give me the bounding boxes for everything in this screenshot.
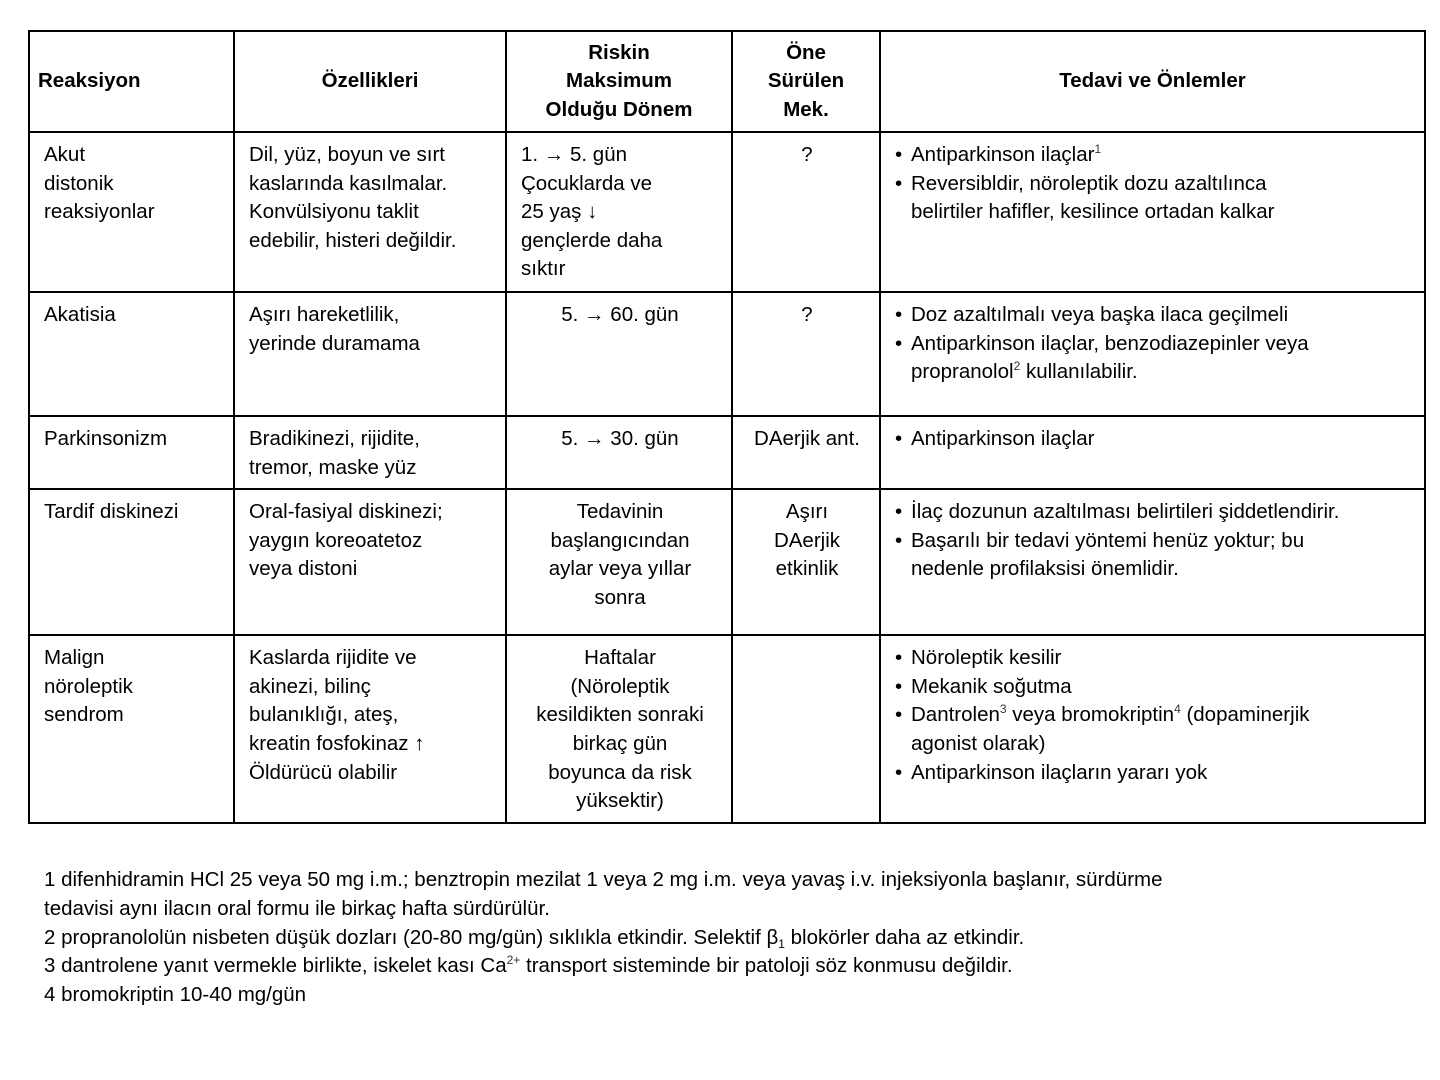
period-line: Haftalar xyxy=(584,646,656,670)
list-item xyxy=(895,141,1412,170)
treatment-text: kullanılabilir. xyxy=(1020,360,1138,384)
mechanism-line: Aşırı xyxy=(785,500,829,524)
table-row xyxy=(29,416,1425,489)
footnote-text: 2 propranololün nisbeten düşük dozları (20-80 mg/gün) sıklıkla etkindir. Selektif xyxy=(44,925,767,949)
list-item: • Antiparkinson ilaçlar xyxy=(895,425,1412,454)
period-line: başlangıcından xyxy=(550,528,690,552)
reaction-line: Parkinsonizm xyxy=(44,427,168,450)
adverse-reactions-table xyxy=(28,30,1426,824)
footnote-ref: 1 xyxy=(1094,142,1102,156)
cell-mechanism xyxy=(732,635,880,823)
footnote-text: transport sisteminde bir patoloji söz konmusu değildir. xyxy=(520,954,1013,978)
cell-period xyxy=(506,635,732,823)
treatment-text: Antiparkinson ilaçlar xyxy=(911,143,1095,166)
period-line: Tedavinin xyxy=(576,500,664,524)
treatment-list xyxy=(895,644,1412,787)
reaction-line: Akut xyxy=(44,143,86,166)
features-line: yerinde duramama xyxy=(249,331,420,355)
table-row xyxy=(29,635,1425,823)
header-max-risk-line: Riskin xyxy=(588,40,650,64)
table-row xyxy=(29,489,1425,635)
list-item xyxy=(895,170,1412,227)
period-line: sıktır xyxy=(521,257,566,281)
cell-features xyxy=(234,635,506,823)
features-line: kaslarında kasılmalar. xyxy=(249,171,448,195)
cell-period xyxy=(506,489,732,635)
cell-features xyxy=(234,132,506,292)
cell-treatment xyxy=(880,635,1425,823)
period-start: 5. xyxy=(561,303,579,326)
arrow-right-icon: → xyxy=(543,143,565,166)
features-line: yaygın koreoatetoz xyxy=(249,528,423,552)
reaction-line: reaksiyonlar xyxy=(44,200,155,224)
header-mechanism xyxy=(732,31,880,132)
footnote-3 xyxy=(44,952,1414,981)
arrow-up-icon: ↑ xyxy=(414,731,425,755)
features-line: Bradikinezi, rijidite, xyxy=(249,427,420,450)
footnote-text: blokörler daha az etkindir. xyxy=(784,925,1025,949)
reaction-line: Akatisia xyxy=(44,303,116,326)
cell-period xyxy=(506,292,732,416)
list-item: • İlaç dozunun azaltılması belirtileri şiddetlendirir. xyxy=(895,498,1420,527)
treatment-text: propranolol xyxy=(911,360,1014,384)
cell-mechanism xyxy=(732,489,880,635)
period-line: kesildikten sonraki xyxy=(536,703,704,727)
period-line: (Nöroleptik xyxy=(570,674,670,698)
footnote-4: 4 bromokriptin 10-40 mg/gün xyxy=(44,983,307,1007)
list-item xyxy=(895,330,1412,387)
list-item: • Doz azaltılmalı veya başka ilaca geçilmeli xyxy=(895,301,1412,330)
beta-symbol: β xyxy=(766,925,779,949)
features-text: kreatin fosfokinaz xyxy=(249,731,409,755)
features-line: tremor, maske yüz xyxy=(249,455,417,479)
arrow-right-icon: → xyxy=(584,303,605,326)
period-line: sonra xyxy=(594,585,646,609)
treatment-text xyxy=(911,701,1412,730)
features-line: Dil, yüz, boyun ve sırt xyxy=(249,143,445,166)
period-line: yüksektir) xyxy=(576,789,664,813)
treatment-text: veya bromokriptin xyxy=(1006,703,1175,727)
cell-mechanism: DAerjik ant. xyxy=(732,416,880,489)
list-item xyxy=(895,527,1420,584)
features-line: bulanıklığı, ateş, xyxy=(249,703,399,727)
cell-treatment xyxy=(880,292,1425,416)
footnote-ref: 3 xyxy=(999,702,1007,717)
treatment-text xyxy=(911,358,1412,387)
treatment-list xyxy=(895,425,1412,454)
list-item xyxy=(895,701,1412,758)
footnote-ref: 2 xyxy=(1013,359,1021,374)
footnote-ref: 4 xyxy=(1174,702,1181,717)
period-start: 1. xyxy=(521,143,539,166)
features-line: Aşırı hareketlilik, xyxy=(249,303,400,326)
footnote-text: 3 dantrolene yanıt vermekle birlikte, iskelet kası Ca xyxy=(44,954,507,978)
list-item: • Antiparkinson ilaçların yararı yok xyxy=(895,759,1412,788)
features-line: Oral-fasiyal diskinezi; xyxy=(249,500,443,524)
cell-reaction xyxy=(29,489,234,635)
cell-reaction xyxy=(29,635,234,823)
footnote-2 xyxy=(44,924,1414,953)
table-row xyxy=(29,132,1425,292)
features-line: veya distoni xyxy=(249,557,358,581)
period-line xyxy=(521,141,719,170)
mechanism-line: etkinlik xyxy=(775,557,839,581)
footnotes xyxy=(44,866,1414,1010)
features-line: Öldürücü olabilir xyxy=(249,760,398,784)
treatment-list xyxy=(895,301,1412,387)
treatment-list xyxy=(895,498,1420,584)
cell-mechanism: ? xyxy=(732,132,880,292)
footnote-1-line: tedavisi aynı ilacın oral formu ile birkaç hafta sürdürülür. xyxy=(44,896,550,920)
period-end: 5. gün xyxy=(570,143,628,166)
arrow-down-icon: ↓ xyxy=(587,200,598,224)
superscript: 2+ xyxy=(506,953,521,968)
cell-reaction xyxy=(29,292,234,416)
period-end: 30. gün xyxy=(610,427,679,450)
period-end: 60. gün xyxy=(610,303,679,326)
mechanism-line: DAerjik xyxy=(773,528,841,552)
period-line: aylar veya yıllar xyxy=(548,557,692,581)
header-reaction: Reaksiyon xyxy=(29,31,234,132)
features-line: edebilir, histeri değildir. xyxy=(249,228,457,252)
list-item: • Mekanik soğutma xyxy=(895,673,1412,702)
period-age: 25 yaş xyxy=(521,200,582,224)
period-start: 5. xyxy=(561,427,579,450)
period-line xyxy=(521,198,719,227)
treatment-text: nedenle profilaksisi önemlidir. xyxy=(911,557,1179,581)
period-line: Çocuklarda ve xyxy=(521,171,653,195)
period-line: birkaç gün xyxy=(572,731,668,755)
period-line: gençlerde daha xyxy=(521,228,663,252)
reaction-line: nöroleptik xyxy=(44,674,133,698)
header-mechanism-line: Mek. xyxy=(783,97,829,121)
table-row xyxy=(29,292,1425,416)
cell-features xyxy=(234,292,506,416)
cell-treatment xyxy=(880,416,1425,489)
reaction-line: distonik xyxy=(44,171,114,195)
subscript: 1 xyxy=(778,936,785,951)
list-item: • Nöroleptik kesilir xyxy=(895,644,1412,673)
reaction-line: Malign xyxy=(44,646,105,670)
reaction-line: Tardif diskinezi xyxy=(44,500,179,524)
reaction-line: sendrom xyxy=(44,703,124,727)
arrow-right-icon: → xyxy=(584,427,605,450)
treatment-text: • Reversibldir, nöroleptik dozu azaltılınca xyxy=(911,171,1267,195)
treatment-text: (dopaminerjik xyxy=(1180,703,1310,727)
treatment-text: • Başarılı bir tedavi yöntemi henüz yoktur; bu xyxy=(911,528,1305,552)
period-line: boyunca da risk xyxy=(548,760,692,784)
features-line: Kaslarda rijidite ve xyxy=(249,646,417,670)
header-max-risk-line: Maksimum xyxy=(566,69,672,93)
header-max-risk xyxy=(506,31,732,132)
header-max-risk-line: Olduğu Dönem xyxy=(545,97,693,121)
cell-period xyxy=(506,416,732,489)
table-header-row xyxy=(29,31,1425,132)
treatment-text: • Antiparkinson ilaçlar, benzodiazepinler veya xyxy=(911,331,1309,355)
cell-mechanism: ? xyxy=(732,292,880,416)
cell-features xyxy=(234,416,506,489)
cell-period xyxy=(506,132,732,292)
cell-treatment xyxy=(880,489,1425,635)
cell-reaction xyxy=(29,416,234,489)
header-mechanism-line: Öne xyxy=(786,40,826,64)
treatment-text: Dantrolen xyxy=(911,703,1000,727)
treatment-text: agonist olarak) xyxy=(911,731,1046,755)
header-treatment: Tedavi ve Önlemler xyxy=(880,31,1425,132)
cell-treatment xyxy=(880,132,1425,292)
treatment-list xyxy=(895,141,1412,227)
header-features: Özellikleri xyxy=(234,31,506,132)
header-mechanism-line: Sürülen xyxy=(767,69,845,93)
footnote-1-line: 1 difenhidramin HCl 25 veya 50 mg i.m.; benztropin mezilat 1 veya 2 mg i.m. veya yavaş i.v. injeksiyonla başlanır, sürdürme xyxy=(44,868,1163,891)
treatment-text: belirtiler hafifler, kesilince ortadan kalkar xyxy=(911,200,1275,224)
cell-features xyxy=(234,489,506,635)
features-line: akinezi, bilinç xyxy=(249,674,371,698)
features-line: Konvülsiyonu taklit xyxy=(249,200,419,224)
features-line xyxy=(249,730,493,759)
cell-reaction xyxy=(29,132,234,292)
